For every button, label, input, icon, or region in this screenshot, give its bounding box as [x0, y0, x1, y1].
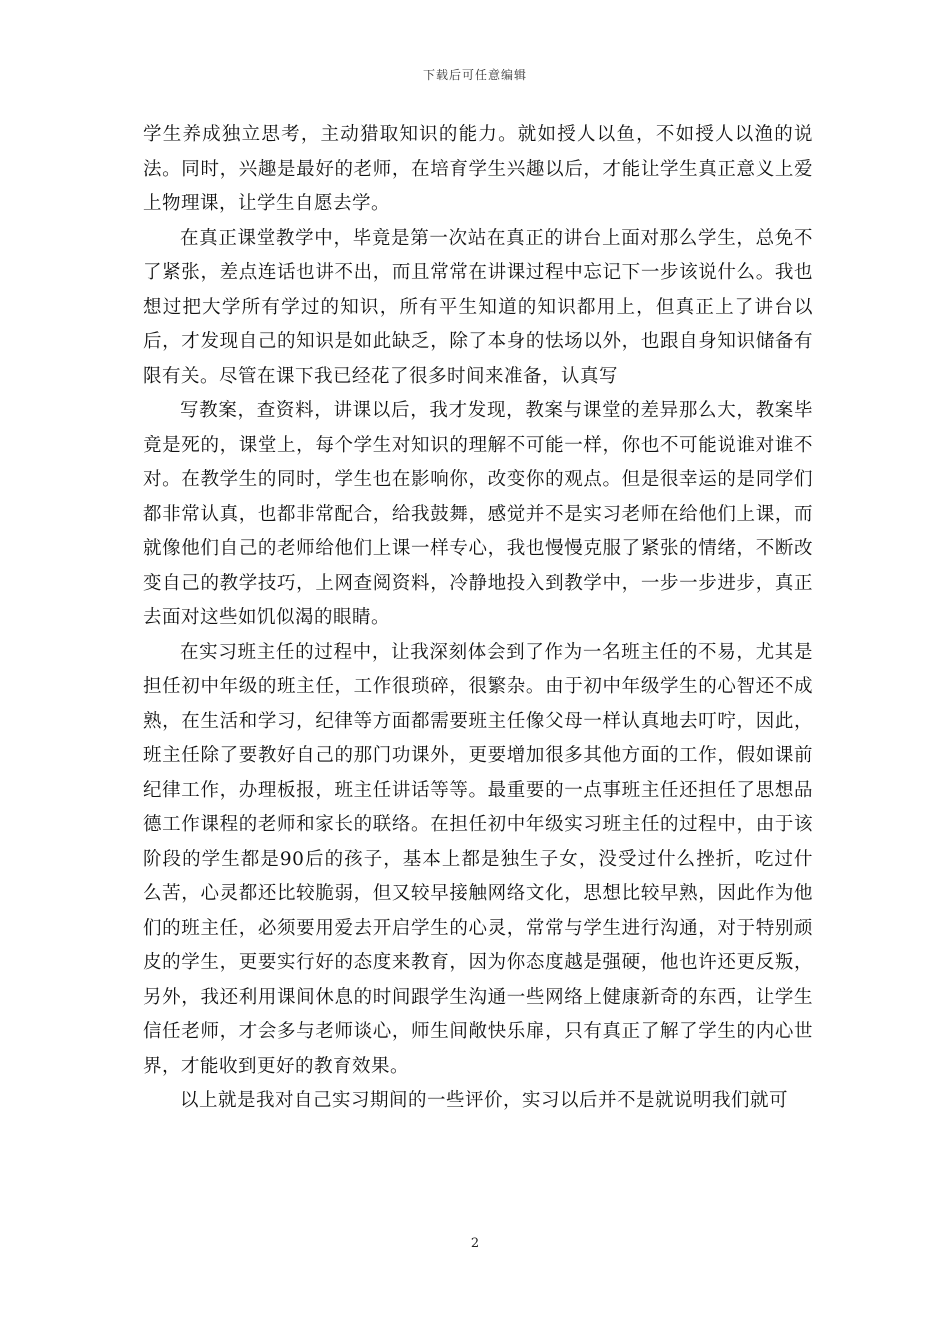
paragraph: 在真正课堂教学中，毕竟是第一次站在真正的讲台上面对那么学生，总免不了紧张，差点连话也讲不出，而且常常在讲课过程中忘记下一步该说什么。我也想过把大学所有学过的知识，所有平生知道的知识都用上，但真正上了讲台以后，才发现自己的知识是如此缺乏，除了本身的怯场以外，也跟自身知识储备有限有关。尽管在课下我已经花了很多时间来准备，认真写: [143, 227, 813, 387]
document-body: [143, 118, 813, 1119]
page-number: 2: [470, 1236, 480, 1251]
page-header: 下载后可任意编辑: [422, 68, 527, 82]
paragraph: 以上就是我对自己实习期间的一些评价，实习以后并不是就说明我们就可: [180, 1090, 789, 1111]
paragraph: 学生养成独立思考，主动猎取知识的能力。就如授人以鱼，不如授人以渔的说法。同时，兴趣是最好的老师，在培育学生兴趣以后，才能让学生真正意义上爱上物理课，让学生自愿去学。: [143, 124, 813, 214]
paragraph: 在实习班主任的过程中，让我深刻体会到了作为一名班主任的不易，尤其是担任初中年级的班主任，工作很琐碎，很繁杂。由于初中年级学生的心智还不成熟，在生活和学习，纪律等方面都需要班主任像父母一样认真地去叮咛，因此，班主任除了要教好自己的那门功课外，更要增加很多其他方面的工作，假如课前纪律工作，办理板报，班主任讲话等等。最重要的一点事班主任还担任了思想品德工作课程的老师和家长的联络。在担任初中年级实习班主任的过程中，由于该阶段的学生都是90后的孩子，基本上都是独生子女，没受过什么挫折，吃过什么苦，心灵都还比较脆弱，但又较早接触网络文化，思想比较早熟，因此作为他们的班主任，必须要用爱去开启学生的心灵，常常与学生进行沟通，对于特别顽皮的学生，更要实行好的态度来教育，因为你态度越是强硬，他也许还更反叛，另外，我还利用课间休息的时间跟学生沟通一些网络上健康新奇的东西，让学生信任老师，才会多与老师谈心，师生间敞快乐扉，只有真正了解了学生的内心世界，才能收到更好的教育效果。: [143, 641, 813, 1077]
paragraph: 写教案，查资料，讲课以后，我才发现，教案与课堂的差异那么大，教案毕竟是死的，课堂上，每个学生对知识的理解不可能一样，你也不可能说谁对谁不对。在教学生的同时，学生也在影响你，改变你的观点。但是很幸运的是同学们都非常认真，也都非常配合，给我鼓舞，感觉并不是实习老师在给他们上课，而就像他们自己的老师给他们上课一样专心，我也慢慢克服了紧张的情绪，不断改变自己的教学技巧，上网查阅资料，冷静地投入到教学中，一步一步进步，真正去面对这些如饥似渴的眼睛。: [143, 400, 813, 628]
